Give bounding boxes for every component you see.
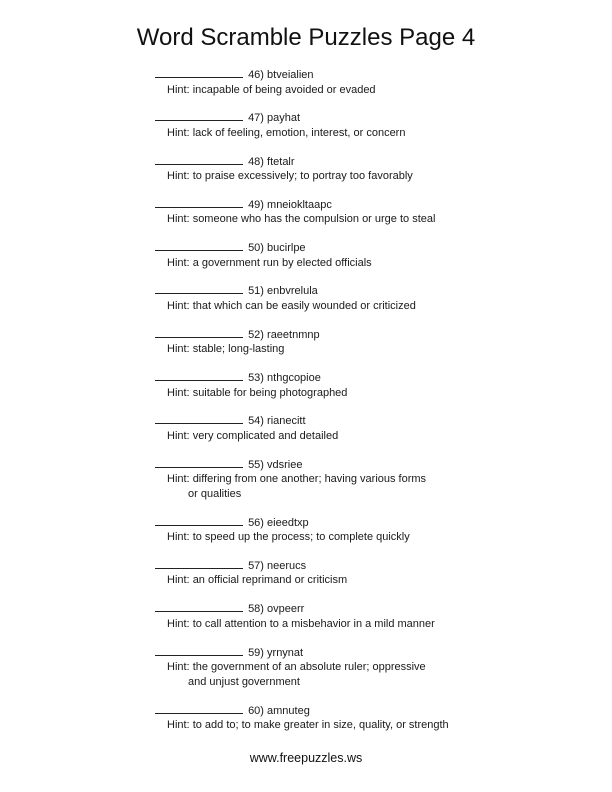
- puzzle-item: [155, 67, 595, 110]
- puzzle-line: [155, 110, 595, 126]
- puzzle-item: [155, 457, 595, 515]
- hint-text: suitable for being photographed: [192, 386, 348, 399]
- hint-text: lack of feeling, emotion, interest, or concern: [192, 126, 406, 139]
- hint-line: [155, 83, 595, 98]
- puzzle-item: [155, 703, 595, 746]
- scrambled-word: raeetnmnp: [267, 328, 320, 341]
- answer-blank[interactable]: [155, 558, 243, 569]
- puzzle-line: [155, 197, 595, 213]
- puzzle-line: [155, 67, 595, 83]
- hint-text: an official reprimand or criticism: [192, 574, 348, 587]
- hint-label: Hint:: [167, 617, 193, 630]
- answer-blank[interactable]: [155, 645, 243, 656]
- hint-label: Hint:: [167, 126, 193, 139]
- hint-label: Hint:: [167, 661, 193, 674]
- puzzle-line: [155, 558, 595, 574]
- scrambled-word: eieedtxp: [267, 516, 309, 529]
- answer-blank[interactable]: [155, 515, 243, 526]
- puzzle-item: [155, 601, 595, 644]
- puzzle-line: [155, 413, 595, 429]
- hint-line: [155, 718, 595, 733]
- hint-line: [155, 617, 595, 632]
- hint-line: [155, 429, 595, 444]
- hint-label: Hint:: [167, 213, 193, 226]
- hint-line: [155, 256, 595, 271]
- hint-label: Hint:: [167, 343, 193, 356]
- hint-text: a government run by elected officials: [192, 256, 372, 269]
- hint-label: Hint:: [167, 719, 193, 732]
- footer-url: www.freepuzzles.ws: [249, 751, 363, 765]
- puzzle-line: [155, 240, 595, 256]
- scrambled-word: enbvrelula: [267, 285, 318, 298]
- page-title: Word Scramble Puzzles Page 4: [136, 24, 476, 51]
- hint-continuation: or qualities: [188, 487, 242, 500]
- scrambled-word: bucirlpe: [267, 242, 306, 255]
- answer-blank[interactable]: [155, 413, 243, 424]
- hint-label: Hint:: [167, 170, 193, 183]
- puzzle-number: 50): [248, 242, 264, 255]
- puzzle-item: [155, 283, 595, 326]
- answer-blank[interactable]: [155, 154, 243, 165]
- hint-continuation: and unjust government: [188, 675, 300, 688]
- hint-label: Hint:: [167, 574, 193, 587]
- puzzle-number: 59): [248, 646, 264, 659]
- puzzle-number: 48): [248, 155, 264, 168]
- puzzle-line: [155, 515, 595, 531]
- puzzle-item: [155, 515, 595, 558]
- puzzle-line: [155, 154, 595, 170]
- puzzle-line: [155, 703, 595, 719]
- answer-blank[interactable]: [155, 240, 243, 251]
- scrambled-word: rianecitt: [267, 415, 306, 428]
- hint-label: Hint:: [167, 386, 193, 399]
- hint-label: Hint:: [167, 299, 193, 312]
- hint-line: [155, 386, 595, 401]
- puzzle-line: [155, 370, 595, 386]
- hint-text: incapable of being avoided or evaded: [192, 83, 376, 96]
- puzzle-item: [155, 240, 595, 283]
- scrambled-word: payhat: [267, 112, 301, 125]
- puzzle-number: 51): [248, 285, 264, 298]
- hint-line: [155, 573, 595, 588]
- answer-blank[interactable]: [155, 197, 243, 208]
- hint-label: Hint:: [167, 531, 193, 544]
- puzzle-number: 54): [248, 415, 264, 428]
- puzzle-item: [155, 197, 595, 240]
- answer-blank[interactable]: [155, 457, 243, 468]
- puzzle-number: 46): [248, 69, 264, 81]
- hint-label: Hint:: [167, 256, 193, 269]
- hint-line: [155, 169, 595, 184]
- scrambled-word: yrnynat: [267, 646, 304, 659]
- answer-blank[interactable]: [155, 110, 243, 121]
- hint-text: to call attention to a misbehavior in a mild manner: [192, 617, 435, 630]
- scrambled-word: mneiokltaapc: [267, 198, 332, 211]
- puzzle-item: [155, 327, 595, 370]
- hint-label: Hint:: [167, 473, 193, 486]
- hint-text: stable; long-lasting: [192, 343, 285, 356]
- hint-text: differing from one another; having various forms: [192, 473, 427, 486]
- hint-text: the government of an absolute ruler; oppressive: [192, 661, 426, 674]
- puzzle-list: [155, 67, 595, 746]
- hint-text: to speed up the process; to complete quickly: [192, 531, 410, 544]
- puzzle-item: [155, 154, 595, 197]
- answer-blank[interactable]: [155, 703, 243, 714]
- scrambled-word: amnuteg: [267, 704, 310, 717]
- puzzle-number: 56): [248, 516, 264, 529]
- puzzle-number: 49): [248, 198, 264, 211]
- puzzle-line: [155, 601, 595, 617]
- puzzle-number: 60): [248, 704, 264, 717]
- hint-line: [155, 660, 595, 675]
- hint-line: [155, 472, 595, 487]
- answer-blank[interactable]: [155, 370, 243, 381]
- scrambled-word: vdsriee: [267, 458, 303, 471]
- puzzle-number: 55): [248, 458, 264, 471]
- hint-text: that which can be easily wounded or criticized: [192, 299, 416, 312]
- scrambled-word: btveialien: [267, 69, 314, 81]
- scrambled-word: ovpeerr: [267, 603, 305, 616]
- scrambled-word: neerucs: [267, 559, 307, 572]
- answer-blank[interactable]: [155, 601, 243, 612]
- scrambled-word: nthgcopioe: [267, 372, 321, 385]
- hint-line: [155, 212, 595, 227]
- hint-label: Hint:: [167, 83, 193, 96]
- puzzle-number: 52): [248, 328, 264, 341]
- puzzle-item: [155, 370, 595, 413]
- hint-line: [155, 530, 595, 545]
- hint-text: to add to; to make greater in size, quality, or strength: [192, 719, 449, 732]
- puzzle-item: [155, 558, 595, 601]
- puzzle-number: 58): [248, 603, 264, 616]
- puzzle-number: 57): [248, 559, 264, 572]
- puzzle-number: 47): [248, 112, 264, 125]
- hint-text: very complicated and detailed: [192, 429, 339, 442]
- answer-blank[interactable]: [155, 67, 243, 78]
- answer-blank[interactable]: [155, 327, 243, 338]
- hint-label: Hint:: [167, 429, 193, 442]
- puzzle-line: [155, 457, 595, 473]
- hint-text: to praise excessively; to portray too favorably: [192, 170, 413, 183]
- hint-line: [155, 342, 595, 357]
- answer-blank[interactable]: [155, 283, 243, 294]
- hint-line: [155, 126, 595, 141]
- puzzle-item: [155, 110, 595, 153]
- scrambled-word: ftetalr: [267, 155, 295, 168]
- puzzle-line: [155, 645, 595, 661]
- hint-line: [155, 299, 595, 314]
- puzzle-item: [155, 645, 595, 703]
- puzzle-line: [155, 283, 595, 299]
- puzzle-line: [155, 327, 595, 343]
- hint-text: someone who has the compulsion or urge to steal: [192, 213, 436, 226]
- puzzle-number: 53): [248, 372, 264, 385]
- puzzle-item: [155, 413, 595, 456]
